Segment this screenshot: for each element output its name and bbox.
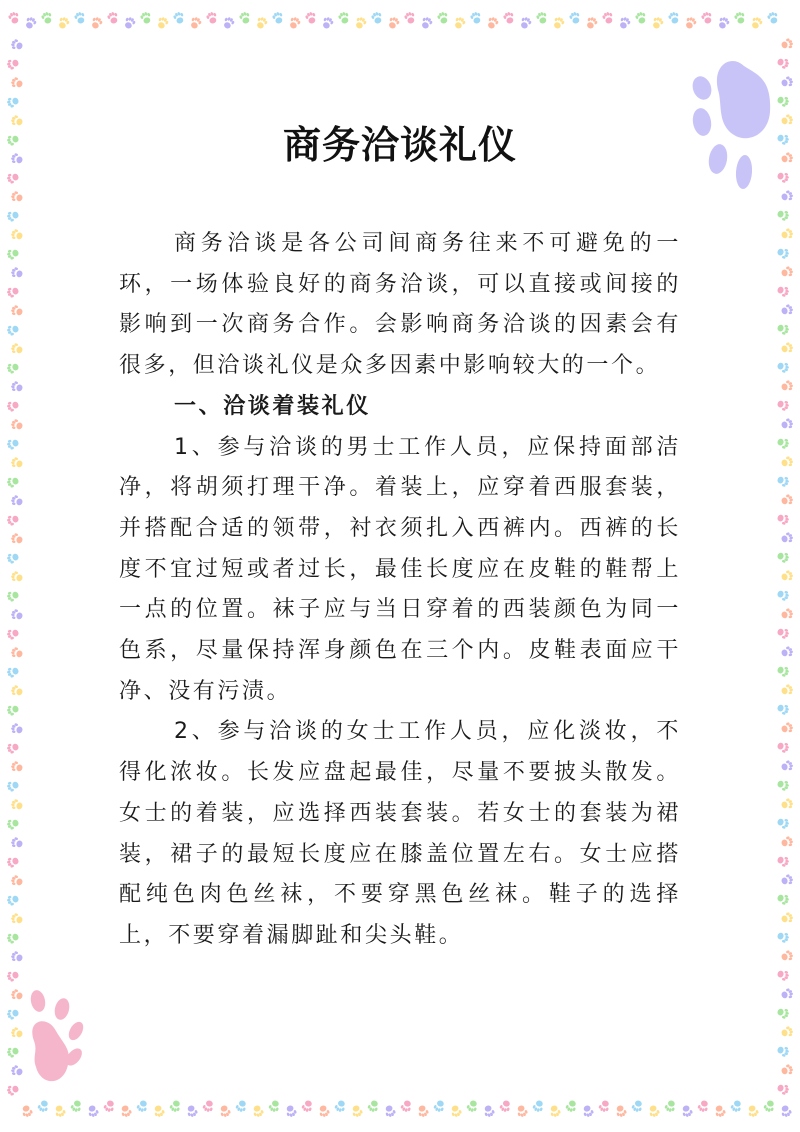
paw-print-icon [10, 190, 24, 203]
paw-print-icon [730, 1099, 743, 1113]
paw-print-icon [6, 817, 20, 830]
paw-print-icon [780, 721, 794, 734]
paw-print-icon [6, 361, 20, 374]
paw-print-icon [453, 16, 467, 30]
paw-print-icon [10, 950, 24, 963]
paw-print-icon [776, 930, 790, 943]
paw-print-icon [776, 170, 790, 183]
paw-print-icon [766, 11, 779, 25]
paw-print-icon [776, 1082, 790, 1095]
paw-print-icon [6, 665, 20, 678]
paw-print-icon [651, 16, 665, 30]
paw-print-icon [6, 969, 20, 982]
paw-print-icon [271, 11, 284, 25]
paw-print-icon [20, 1104, 33, 1118]
paw-print-icon [700, 11, 713, 25]
intro-paragraph: 商务洽谈是各公司间商务往来不可避免的一环，一场体验良好的商务洽谈，可以直接或间接的影响到一次商务合作。会影响商务洽谈的因素会有很多，但洽谈礼仪是众多因素中影响较大的一个。 [119, 231, 681, 379]
paw-print-icon [10, 798, 24, 811]
paw-print-icon [10, 380, 24, 393]
paw-print-icon [776, 778, 790, 791]
paw-print-icon [780, 1025, 794, 1038]
paw-print-icon [776, 246, 790, 259]
paw-print-icon [10, 722, 24, 735]
paw-print-icon [400, 1099, 413, 1113]
paw-print-icon [717, 16, 731, 30]
paw-print-icon [6, 247, 20, 260]
paw-print-icon [776, 740, 790, 753]
paw-print-icon [776, 398, 790, 411]
paw-print-icon [780, 645, 794, 658]
paw-print-icon [780, 835, 794, 848]
paw-print-icon [10, 494, 24, 507]
paw-print-icon [776, 550, 790, 563]
paw-print-icon [370, 11, 383, 25]
paw-print-icon [733, 11, 746, 25]
paw-print-icon [18, 985, 88, 1090]
paw-print-icon [10, 684, 24, 697]
body-paragraph: 1、参与洽谈的男士工作人员，应保持面部洁净，将胡须打理干净。着装上，应穿着西服套装，并搭配合适的领带，衬衣须扎入西裤内。西裤的长度不宜过短或者过长，最佳长度应在皮鞋的鞋帮上一点的位置。袜子应与当日穿着的西装颜色为同一色系，尽量保持浑身颜色在三个内。皮鞋表面应干净、没有污渍。 [119, 434, 681, 704]
paw-print-icon [10, 532, 24, 545]
paw-print-icon [10, 608, 24, 621]
paw-print-icon [10, 76, 24, 89]
paw-print-icon [6, 931, 20, 944]
paw-print-icon [40, 11, 53, 25]
paw-print-icon [750, 16, 764, 30]
paw-print-icon [482, 1104, 495, 1118]
paw-print-icon [169, 1099, 182, 1113]
paw-print-icon [317, 1104, 330, 1118]
paw-print-icon [10, 912, 24, 925]
paw-print-icon [618, 16, 632, 30]
paw-print-icon [776, 56, 790, 69]
paw-print-icon [780, 493, 794, 506]
paw-print-icon [10, 760, 24, 773]
paw-print-icon [185, 1104, 198, 1118]
paw-print-icon [776, 1006, 790, 1019]
paw-print-icon [780, 1063, 794, 1076]
paw-print-icon [10, 304, 24, 317]
paw-print-icon [776, 1044, 790, 1057]
paw-print-icon [585, 16, 599, 30]
paw-print-icon [499, 1099, 512, 1113]
paw-print-icon [6, 323, 20, 336]
paw-print-icon [6, 627, 20, 640]
paw-print-icon [776, 208, 790, 221]
paw-print-icon [6, 285, 20, 298]
paw-print-icon [222, 16, 236, 30]
paw-print-icon [776, 474, 790, 487]
page-title: 商务洽谈礼仪 [282, 123, 517, 167]
paw-print-icon [367, 1099, 380, 1113]
paw-print-icon [647, 1104, 660, 1118]
paw-print-icon [469, 11, 482, 25]
paw-print-icon [6, 741, 20, 754]
paw-print-icon [667, 11, 680, 25]
paw-print-icon [780, 873, 794, 886]
paw-print-icon [486, 16, 500, 30]
paw-print-icon [776, 968, 790, 981]
paw-print-icon [6, 855, 20, 868]
paw-print-icon [776, 702, 790, 715]
paw-print-icon [780, 303, 794, 316]
paw-print-icon [598, 1099, 611, 1113]
paw-print-icon [776, 626, 790, 639]
paw-print-icon [10, 228, 24, 241]
paw-print-icon [449, 1104, 462, 1118]
paw-print-icon [403, 11, 416, 25]
paw-print-icon [664, 1099, 677, 1113]
paw-print-icon [238, 11, 251, 25]
paw-print-icon [53, 1104, 66, 1118]
paw-print-icon [634, 11, 647, 25]
body-paragraph: 2、参与洽谈的女士工作人员，应化淡妆，不得化浓妆。长发应盘起最佳，尽量不要披头散发。女士的着装，应选择西装套装。若女士的套装为裙装，裙子的最短长度应在膝盖位置左右。女士应搭配纯色肉色丝袜，不要穿黑色丝袜。鞋子的选择上，不要穿着漏脚趾和尖头鞋。 [119, 719, 681, 948]
paw-print-icon [780, 75, 794, 88]
paw-print-icon [763, 1099, 776, 1113]
paw-print-icon [86, 1104, 99, 1118]
paw-print-icon [780, 455, 794, 468]
paw-print-icon [776, 284, 790, 297]
paw-print-icon [780, 531, 794, 544]
paw-print-icon [780, 949, 794, 962]
paw-print-icon [152, 1104, 165, 1118]
paw-print-icon [436, 11, 449, 25]
paw-print-icon [123, 16, 137, 30]
paw-print-icon [57, 16, 71, 30]
paw-print-icon [24, 16, 38, 30]
paw-print-icon [780, 569, 794, 582]
paw-print-icon [205, 11, 218, 25]
paw-print-icon [697, 1099, 710, 1113]
paw-print-icon [631, 1099, 644, 1113]
paw-print-icon [235, 1099, 248, 1113]
paw-print-icon [776, 512, 790, 525]
paw-print-icon [321, 16, 335, 30]
paw-print-icon [337, 11, 350, 25]
paw-print-icon [334, 1099, 347, 1113]
paw-print-icon [713, 1104, 726, 1118]
paw-print-icon [189, 16, 203, 30]
paw-print-icon [387, 16, 401, 30]
paw-print-icon [776, 322, 790, 335]
paw-print-icon [466, 1099, 479, 1113]
paw-print-icon [776, 588, 790, 601]
paw-print-icon [136, 1099, 149, 1113]
paw-print-icon [6, 513, 20, 526]
paw-print-icon [284, 1104, 297, 1118]
paw-print-icon [776, 94, 790, 107]
paw-print-icon [73, 11, 86, 25]
paw-print-icon [776, 664, 790, 677]
paw-print-icon [420, 16, 434, 30]
paw-print-icon [10, 646, 24, 659]
paw-print-icon [70, 1099, 83, 1113]
paw-print-icon [780, 265, 794, 278]
paw-print-icon [780, 379, 794, 392]
paw-print-icon [6, 893, 20, 906]
paw-print-icon [565, 1099, 578, 1113]
paw-print-icon [780, 417, 794, 430]
paw-print-icon [6, 703, 20, 716]
paw-print-icon [780, 797, 794, 810]
paw-print-icon [776, 436, 790, 449]
paw-print-icon [614, 1104, 627, 1118]
paw-print-icon [6, 399, 20, 412]
paw-print-icon [776, 816, 790, 829]
paw-print-icon [6, 551, 20, 564]
paw-print-icon [519, 16, 533, 30]
paw-print-icon [581, 1104, 594, 1118]
paw-print-icon [119, 1104, 132, 1118]
paw-print-icon [780, 607, 794, 620]
paw-print-icon [780, 759, 794, 772]
paw-print-icon [90, 16, 104, 30]
paw-print-icon [268, 1099, 281, 1113]
paw-print-icon [6, 209, 20, 222]
paw-print-icon [383, 1104, 396, 1118]
document-body [119, 224, 681, 957]
paw-print-icon [6, 475, 20, 488]
paw-print-icon [684, 16, 698, 30]
paw-print-icon [10, 418, 24, 431]
paw-print-icon [350, 1104, 363, 1118]
paw-print-icon [515, 1104, 528, 1118]
paw-print-icon [416, 1104, 429, 1118]
paw-print-icon [6, 779, 20, 792]
paw-print-icon [218, 1104, 231, 1118]
paw-print-icon [601, 11, 614, 25]
paw-print-icon [156, 16, 170, 30]
paw-print-icon [106, 11, 119, 25]
paw-print-icon [288, 16, 302, 30]
paw-print-icon [433, 1099, 446, 1113]
paw-print-icon [780, 37, 794, 50]
paw-print-icon [6, 589, 20, 602]
paw-print-icon [780, 189, 794, 202]
paw-print-icon [251, 1104, 264, 1118]
paw-print-icon [780, 227, 794, 240]
paw-print-icon [776, 360, 790, 373]
paw-print-icon [354, 16, 368, 30]
paw-print-icon [535, 11, 548, 25]
paw-print-icon [10, 456, 24, 469]
paw-print-icon [202, 1099, 215, 1113]
paw-print-icon [552, 16, 566, 30]
section-heading: 一、洽谈着装礼仪 [174, 393, 371, 419]
paw-print-icon [780, 683, 794, 696]
paw-print-icon [172, 11, 185, 25]
paw-print-icon [776, 892, 790, 905]
paw-print-icon [301, 1099, 314, 1113]
paw-print-icon [780, 911, 794, 924]
paw-print-icon [548, 1104, 561, 1118]
paw-print-icon [6, 95, 20, 108]
paw-print-icon [6, 171, 20, 184]
paw-print-icon [780, 341, 794, 354]
paw-print-icon [304, 11, 317, 25]
paw-print-icon [502, 11, 515, 25]
paw-print-icon [779, 1104, 792, 1118]
paw-print-icon [568, 11, 581, 25]
paw-print-icon [7, 11, 20, 25]
paw-print-icon [680, 1104, 693, 1118]
paw-print-icon [6, 437, 20, 450]
paw-print-icon [10, 570, 24, 583]
paw-print-icon [10, 874, 24, 887]
paw-print-icon [10, 836, 24, 849]
paw-print-icon [532, 1099, 545, 1113]
paw-print-icon [6, 57, 20, 70]
paw-print-icon [776, 854, 790, 867]
paw-print-icon [103, 1099, 116, 1113]
paw-print-icon [139, 11, 152, 25]
paw-print-icon [10, 38, 24, 51]
paw-print-icon [10, 266, 24, 279]
paw-print-icon [10, 342, 24, 355]
paw-print-icon [746, 1104, 759, 1118]
paw-print-icon [780, 987, 794, 1000]
paw-print-icon [255, 16, 269, 30]
paw-print-icon [37, 1099, 50, 1113]
